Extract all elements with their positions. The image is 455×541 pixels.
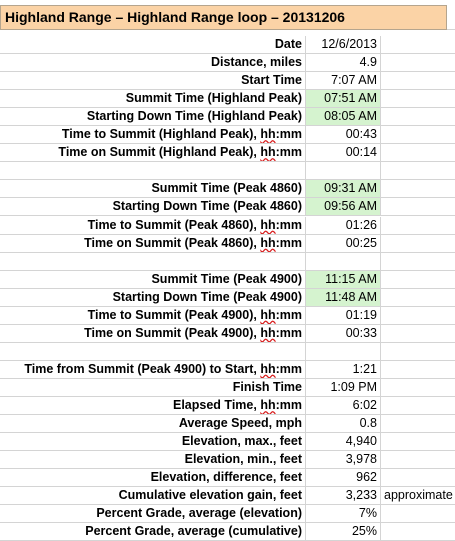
row-note-cell[interactable] xyxy=(381,469,455,487)
row-value-cell[interactable]: 0.8 xyxy=(306,415,381,433)
row-note-cell[interactable]: approximate xyxy=(381,487,455,505)
row-note-cell[interactable] xyxy=(381,433,455,451)
table-row xyxy=(0,36,455,54)
table-row xyxy=(0,523,455,541)
row-note-cell[interactable] xyxy=(381,54,455,72)
table-row xyxy=(0,487,455,505)
row-label-cell[interactable]: Elevation, difference, feet xyxy=(0,469,306,487)
row-value-cell[interactable]: 01:26 xyxy=(306,217,381,235)
row-value-cell[interactable] xyxy=(306,253,381,271)
spellcheck-underline: hh xyxy=(260,398,276,412)
table-row xyxy=(0,72,455,90)
row-note-cell[interactable] xyxy=(381,162,455,180)
table-row xyxy=(0,361,455,379)
row-value-cell[interactable]: 1:09 PM xyxy=(306,379,381,397)
row-note-cell[interactable] xyxy=(381,397,455,415)
table-row xyxy=(0,451,455,469)
spellcheck-underline: hh xyxy=(260,145,276,160)
row-note-cell[interactable] xyxy=(381,72,455,90)
row-note-cell[interactable] xyxy=(381,325,455,343)
row-note-cell[interactable] xyxy=(381,505,455,523)
row-value-cell[interactable]: 4.9 xyxy=(306,54,381,72)
row-label-cell[interactable]: Summit Time (Highland Peak) xyxy=(0,90,306,108)
row-value-cell[interactable]: 11:48 AM xyxy=(306,289,381,307)
row-note-cell[interactable] xyxy=(381,180,455,198)
row-value-cell[interactable]: 12/6/2013 xyxy=(306,36,381,54)
table-row xyxy=(0,307,455,325)
row-label-cell[interactable]: Average Speed, mph xyxy=(0,415,306,433)
spellcheck-underline: hh xyxy=(260,127,276,142)
row-value-cell[interactable]: 11:15 AM xyxy=(306,271,381,289)
table-row xyxy=(0,433,455,451)
row-label-cell[interactable]: Finish Time xyxy=(0,379,306,397)
row-value-cell[interactable]: 00:14 xyxy=(306,144,381,162)
row-label-cell[interactable]: Summit Time (Peak 4900) xyxy=(0,271,306,289)
table-row xyxy=(0,271,455,289)
row-label-cell[interactable]: Time on Summit (Peak 4860), hh:mm xyxy=(0,235,306,253)
table-row xyxy=(0,108,455,126)
row-label-cell[interactable]: Time to Summit (Highland Peak), hh:mm xyxy=(0,126,306,144)
row-label-cell[interactable]: Starting Down Time (Peak 4860) xyxy=(0,198,306,216)
row-value-cell[interactable]: 7% xyxy=(306,505,381,523)
row-label-cell[interactable]: Cumulative elevation gain, feet xyxy=(0,487,306,505)
row-note-cell[interactable] xyxy=(381,523,455,541)
row-label-cell[interactable] xyxy=(0,253,306,271)
row-value-cell[interactable]: 07:51 AM xyxy=(306,90,381,108)
spellcheck-underline: hh xyxy=(260,307,276,322)
row-label-cell[interactable]: Distance, miles xyxy=(0,54,306,72)
table-row xyxy=(0,126,455,144)
row-note-cell[interactable] xyxy=(381,415,455,433)
table-row xyxy=(0,343,455,361)
row-label-cell[interactable]: Time to Summit (Peak 4900), hh:mm xyxy=(0,307,306,325)
table-row xyxy=(0,217,455,235)
row-label-cell[interactable]: Elapsed Time, hh:mm xyxy=(0,397,306,415)
spellcheck-underline: hh xyxy=(260,325,276,340)
row-value-cell[interactable]: 962 xyxy=(306,469,381,487)
spellcheck-underline: hh xyxy=(260,217,276,232)
sheet-title-cell[interactable]: Highland Range – Highland Range loop – 20131206 xyxy=(0,5,447,30)
row-label-cell[interactable]: Start Time xyxy=(0,72,306,90)
row-label-cell[interactable]: Percent Grade, average (elevation) xyxy=(0,505,306,523)
spellcheck-underline: hh xyxy=(260,361,276,376)
row-value-cell[interactable]: 1:21 xyxy=(306,361,381,379)
row-note-cell[interactable] xyxy=(381,379,455,397)
table-row xyxy=(0,325,455,343)
title-edge-cell[interactable] xyxy=(447,5,455,30)
row-label-cell[interactable]: Elevation, min., feet xyxy=(0,451,306,469)
title-row xyxy=(0,0,455,36)
row-label-cell[interactable]: Percent Grade, average (cumulative) xyxy=(0,523,306,541)
row-note-cell[interactable] xyxy=(381,198,455,216)
row-value-cell[interactable]: 08:05 AM xyxy=(306,108,381,126)
row-value-cell[interactable]: 3,233 xyxy=(306,487,381,505)
row-value-cell[interactable]: 7:07 AM xyxy=(306,72,381,90)
table-row xyxy=(0,235,455,253)
row-label-cell[interactable]: Time on Summit (Highland Peak), hh:mm xyxy=(0,144,306,162)
table-row xyxy=(0,505,455,523)
row-note-cell[interactable] xyxy=(381,271,455,289)
row-label-cell[interactable]: Time on Summit (Peak 4900), hh:mm xyxy=(0,325,306,343)
row-label-cell[interactable]: Date xyxy=(0,36,306,54)
row-label-cell[interactable]: Time to Summit (Peak 4860), hh:mm xyxy=(0,217,306,235)
row-note-cell[interactable] xyxy=(381,217,455,235)
row-note-cell[interactable] xyxy=(381,36,455,54)
table-row xyxy=(0,198,455,216)
row-value-cell[interactable] xyxy=(306,162,381,180)
row-label-cell[interactable] xyxy=(0,162,306,180)
row-label-cell[interactable]: Starting Down Time (Peak 4900) xyxy=(0,289,306,307)
row-value-cell[interactable]: 00:25 xyxy=(306,235,381,253)
table-row xyxy=(0,54,455,72)
table-row xyxy=(0,379,455,397)
row-value-cell[interactable]: 09:31 AM xyxy=(306,180,381,198)
row-label-cell[interactable]: Elevation, max., feet xyxy=(0,433,306,451)
row-label-cell[interactable] xyxy=(0,343,306,361)
row-note-cell[interactable] xyxy=(381,90,455,108)
row-value-cell[interactable]: 09:56 AM xyxy=(306,198,381,216)
table-row xyxy=(0,162,455,180)
row-note-cell[interactable] xyxy=(381,307,455,325)
table-row xyxy=(0,180,455,198)
spellcheck-underline: hh xyxy=(260,235,276,250)
row-value-cell[interactable]: 25% xyxy=(306,523,381,541)
row-note-cell[interactable] xyxy=(381,108,455,126)
row-label-cell[interactable]: Starting Down Time (Highland Peak) xyxy=(0,108,306,126)
row-value-cell[interactable]: 4,940 xyxy=(306,433,381,451)
table-row xyxy=(0,469,455,487)
row-note-cell[interactable] xyxy=(381,235,455,253)
row-value-cell[interactable]: 00:33 xyxy=(306,325,381,343)
row-label-cell[interactable]: Summit Time (Peak 4860) xyxy=(0,180,306,198)
row-label-cell[interactable]: Time from Summit (Peak 4900) to Start, hh:mm xyxy=(0,361,306,379)
table-row xyxy=(0,90,455,108)
row-value-cell[interactable]: 00:43 xyxy=(306,126,381,144)
row-note-cell[interactable] xyxy=(381,126,455,144)
row-value-cell[interactable]: 01:19 xyxy=(306,307,381,325)
table-row xyxy=(0,144,455,162)
row-note-cell[interactable] xyxy=(381,451,455,469)
table-row xyxy=(0,289,455,307)
row-note-cell[interactable] xyxy=(381,361,455,379)
row-note-cell[interactable] xyxy=(381,253,455,271)
row-value-cell[interactable]: 3,978 xyxy=(306,451,381,469)
row-value-cell[interactable]: 6:02 xyxy=(306,397,381,415)
table-row xyxy=(0,397,455,415)
table-row xyxy=(0,415,455,433)
table-row xyxy=(0,253,455,271)
row-value-cell[interactable] xyxy=(306,343,381,361)
row-note-cell[interactable] xyxy=(381,343,455,361)
row-note-cell[interactable] xyxy=(381,289,455,307)
row-note-cell[interactable] xyxy=(381,144,455,162)
